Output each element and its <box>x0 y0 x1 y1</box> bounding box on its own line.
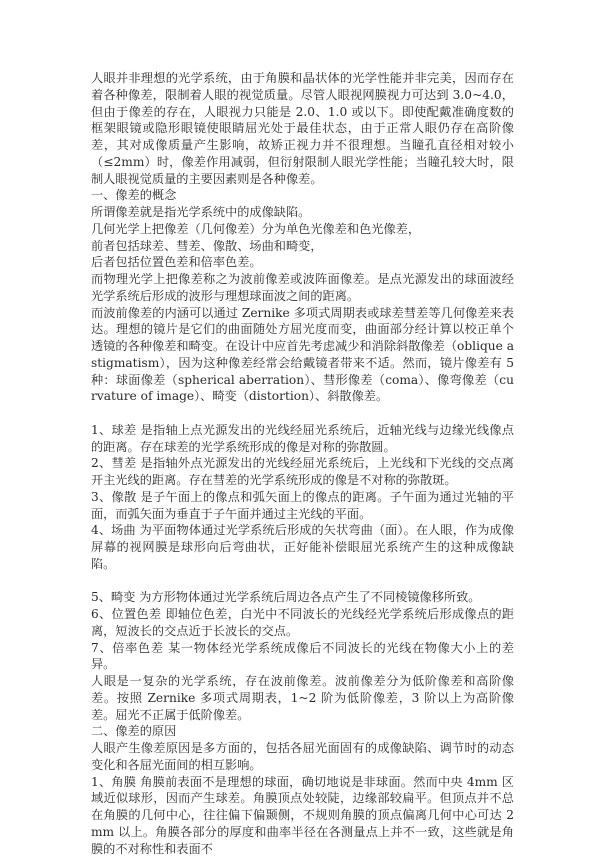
blank-line <box>91 573 514 590</box>
low-high-order-paragraph: 人眼是一复杂的光学系统，存在波前像差。波前像差分为低阶像差和高阶像差。按照 Zernike 多项式周期表，1~2 阶为低阶像差，3 阶以上为高阶像差。屈光不正属于低阶像差。 <box>91 673 514 723</box>
item-spherical-aberration: 1、球差 是指轴上点光源发出的光线经屈光系统后，近轴光线与边缘光线像点的距离。存在球差的光学系统形成的像是对称的弥散圆。 <box>91 422 514 456</box>
section-heading-aberration-concept: 一、像差的概念 <box>91 187 514 204</box>
item-lateral-chromatic: 7、倍率色差 某一物体经光学系统成像后不同波长的光线在物像大小上的差异。 <box>91 640 514 674</box>
monochromatic-aberrations: 前者包括球差、彗差、像散、场曲和畸变， <box>91 238 514 255</box>
chromatic-aberrations: 后者包括位置色差和倍率色差。 <box>91 254 514 271</box>
item-astigmatism: 3、像散 是子午面上的像点和弧矢面上的像点的距离。子午面为通过光轴的平面，而弧矢面为垂直于子午面并通过主光线的平面。 <box>91 489 514 523</box>
item-coma: 2、彗差 是指轴外点光源发出的光线经屈光系统后，上光线和下光线的交点离开主光线的距离。存在彗差的光学系统形成的像是不对称的弥散斑。 <box>91 455 514 489</box>
item-field-curvature: 4、场曲 为平面物体通过光学系统后形成的矢状弯曲（面）。在人眼，作为成像屏幕的视网膜是球形向后弯曲状，正好能补偿眼屈光系统产生的这种成像缺陷。 <box>91 522 514 572</box>
geometric-aberration-classes: 几何光学上把像差（几何像差）分为单色光像差和色光像差， <box>91 221 514 238</box>
causes-overview: 人眼产生像差原因是多方面的，包括各屈光面固有的成像缺陷、调节时的动态变化和各屈光面间的相互影响。 <box>91 740 514 774</box>
section-heading-aberration-causes: 二、像差的原因 <box>91 723 514 740</box>
blank-line <box>91 405 514 422</box>
item-cornea: 1、角膜 角膜前表面不是理想的球面，确切地说是非球面。然而中央 4mm 区域近似球形，因而产生球差。角膜顶点处较陡，边缘部较扁平。但顶点并不总在角膜的几何中心，往往偏下偏颞侧，不规则角膜的顶点偏离几何中心可达 2mm 以上。角膜各部分的厚度和曲率半径在各测量点上并不一致，这些就是角膜的不对称性和表面不 <box>91 774 514 857</box>
wavefront-aberration-definition: 而物理光学上把像差称之为波前像差或波阵面像差。是点光源发出的球面波经光学系统后形成的波形与理想球面波之间的距离。 <box>91 271 514 305</box>
zernike-paragraph: 而波前像差的内涵可以通过 Zernike 多项式周期表或球差彗差等几何像差来表达。理想的镜片是它们的曲面随处方屈光度而变，曲面部分经计算以校正单个透镜的各种像差和畸变。在设计中应首先考虑减少和消除斜散像差（oblique astigmatism），因为这种像差经常会给戴镜者带来不适。然而，镜片像差有 5 种：球面像差（spherical aberration）、彗形像差（coma）、像弯像差（curvature of image）、畸变（distortion）、斜散像差。 <box>91 305 514 406</box>
item-distortion: 5、畸变 为方形物体通过光学系统后周边各点产生了不同棱镜像移所致。 <box>91 589 514 606</box>
intro-paragraph: 人眼并非理想的光学系统，由于角膜和晶状体的光学性能并非完美，因而存在着各种像差，限制着人眼的视觉质量。尽管人眼视网膜视力可达到 3.0~4.0，但由于像差的存在，人眼视力只能是 2.0、1.0 或以下。即使配戴准确度数的框架眼镜或隐形眼镜使眼睛屈光处于最佳状态，由于正常人眼仍存在高阶像差，其对成像质量产生影响，故矫正视力并不很理想。当瞳孔直径相对较小（≤2mm）时，像差作用减弱，但衍射限制人眼光学性能；当瞳孔较大时，限制人眼视觉质量的主要因素则是各种像差。 <box>91 70 514 187</box>
aberration-definition: 所谓像差就是指光学系统中的成像缺陷。 <box>91 204 514 221</box>
item-longitudinal-chromatic: 6、位置色差 即轴位色差，白光中不同波长的光线经光学系统后形成像点的距离，短波长的交点近于长波长的交点。 <box>91 606 514 640</box>
